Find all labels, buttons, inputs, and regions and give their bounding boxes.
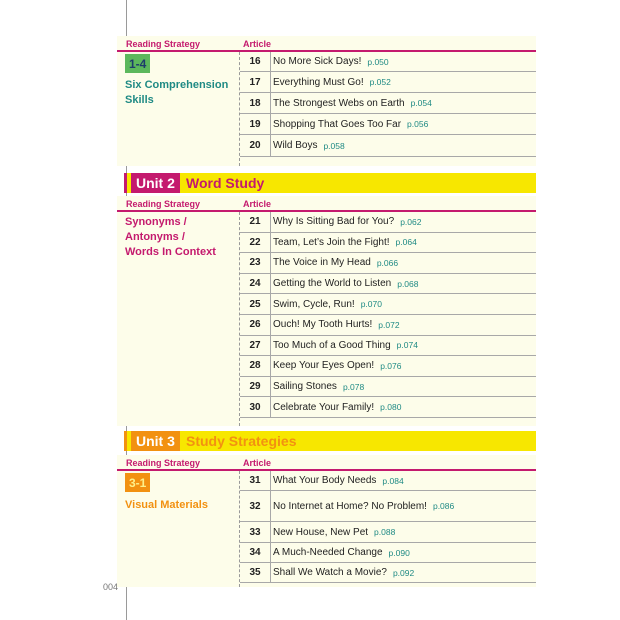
article-page-ref: p.078 [342, 381, 365, 392]
strategy-line: Six Comprehension [125, 79, 229, 91]
article-page-ref: p.062 [400, 216, 422, 227]
reading-strategy-header: Reading Strategy [126, 458, 201, 468]
unit-label: Unit 2 [131, 173, 180, 193]
article-number: 35 [240, 563, 271, 582]
article-row [240, 377, 536, 398]
article-title-text: Keep Your Eyes Open! [273, 360, 375, 372]
article-number: 30 [240, 397, 271, 417]
article-page-ref: p.064 [395, 237, 417, 248]
article-title-text: Swim, Cycle, Run! [273, 298, 355, 310]
article-page-ref: p.068 [397, 278, 419, 289]
unit-title: Word Study [186, 175, 265, 191]
article-title [273, 491, 454, 521]
section-six-comprehension [117, 36, 536, 166]
section-header [117, 196, 536, 212]
article-title [273, 315, 400, 335]
reading-strategy-header: Reading Strategy [126, 199, 201, 209]
strategy-line: Antonyms / [125, 231, 185, 243]
article-row [240, 52, 536, 72]
article-title [273, 274, 419, 294]
article-page-ref: p.088 [374, 527, 396, 537]
article-row [240, 135, 536, 157]
article-page-ref: p.050 [367, 56, 389, 67]
article-title [273, 294, 382, 314]
article-row [240, 253, 536, 274]
article-title [273, 563, 414, 582]
article-number: 27 [240, 336, 271, 356]
strategy-name [125, 498, 208, 513]
strategy-badge: 3-1 [125, 473, 150, 492]
article-title [273, 543, 410, 562]
article-title [273, 135, 345, 156]
section-header [117, 36, 536, 52]
article-number: 22 [240, 233, 271, 253]
article-row [240, 315, 536, 336]
unit-2-bar [124, 173, 536, 193]
article-row [240, 336, 536, 357]
reading-strategy-header: Reading Strategy [126, 39, 201, 49]
article-title-text: Ouch! My Tooth Hurts! [273, 319, 373, 331]
article-page-ref: p.054 [410, 98, 432, 108]
unit-label: Unit 3 [131, 431, 180, 451]
article-title [273, 93, 432, 113]
article-page-ref: p.092 [392, 567, 415, 578]
article-title-text: A Much-Needed Change [273, 547, 383, 558]
article-number: 26 [240, 315, 271, 335]
article-title-text: Shopping That Goes Too Far [273, 118, 402, 130]
article-title-text: Wild Boys [273, 140, 318, 151]
section-body [117, 212, 536, 426]
article-title-text: No Internet at Home? No Problem! [273, 500, 427, 512]
article-page-ref: p.076 [380, 360, 402, 371]
article-title-text: The Voice in My Head [273, 257, 371, 269]
article-title [273, 212, 421, 232]
article-number: 21 [240, 212, 271, 232]
unit-bar-accent [124, 173, 127, 193]
article-title-text: Sailing Stones [273, 381, 337, 393]
article-title-text: The Strongest Webs on Earth [273, 97, 405, 109]
article-title [273, 356, 401, 376]
article-title-text: Team, Let’s Join the Fight! [273, 236, 390, 248]
article-number: 25 [240, 294, 271, 314]
article-number: 29 [240, 377, 271, 397]
article-title [273, 52, 389, 71]
article-number: 28 [240, 356, 271, 376]
article-number: 19 [240, 114, 271, 134]
article-row [240, 543, 536, 563]
strategy-line: Words In Context [125, 246, 216, 258]
article-title [273, 522, 395, 542]
article-title [273, 336, 418, 356]
unit-3-bar [124, 431, 536, 451]
article-page-ref: p.084 [382, 475, 404, 486]
section-body [117, 471, 536, 587]
article-row [240, 274, 536, 295]
section-study-strategies [117, 455, 536, 587]
strategy-line: Visual Materials [125, 499, 208, 511]
article-title [273, 114, 428, 134]
article-title-text: Why Is Sitting Bad for You? [273, 216, 395, 228]
section-body [117, 52, 536, 166]
article-number: 34 [240, 543, 271, 562]
article-title-text: Getting the World to Listen [273, 278, 392, 290]
article-title [273, 397, 401, 417]
article-title-text: New House, New Pet [273, 526, 369, 538]
article-number: 33 [240, 522, 271, 542]
article-page-ref: p.072 [378, 319, 400, 330]
unit-title: Study Strategies [186, 433, 297, 449]
article-title [273, 471, 404, 490]
article-number: 24 [240, 274, 271, 294]
article-header: Article [243, 199, 272, 209]
article-number: 32 [240, 491, 271, 521]
strategy-badge: 1-4 [125, 54, 150, 73]
article-header: Article [243, 458, 272, 468]
article-header: Article [243, 39, 272, 49]
article-number: 31 [240, 471, 271, 490]
article-title-text: No More Sick Days! [273, 56, 362, 67]
article-row [240, 563, 536, 583]
article-page-ref: p.066 [376, 257, 399, 268]
article-row [240, 491, 536, 522]
article-row [240, 212, 536, 233]
article-list [240, 212, 536, 418]
article-page-ref: p.052 [369, 77, 391, 87]
article-number: 20 [240, 135, 271, 156]
article-page-ref: p.080 [380, 402, 402, 413]
article-page-ref: p.058 [323, 140, 345, 151]
article-title-text: Too Much of a Good Thing [273, 339, 391, 351]
article-list [240, 52, 536, 157]
article-row [240, 397, 536, 418]
strategy-name [125, 78, 228, 108]
article-title [273, 72, 391, 92]
article-page-ref: p.056 [407, 119, 429, 129]
article-row [240, 471, 536, 491]
article-row [240, 294, 536, 315]
article-title-text: What Your Body Needs [273, 475, 377, 486]
article-row [240, 356, 536, 377]
article-page-ref: p.090 [388, 547, 410, 558]
article-row [240, 93, 536, 114]
section-header [117, 455, 536, 471]
article-title [273, 233, 417, 253]
article-row [240, 72, 536, 93]
article-title-text: Shall We Watch a Movie? [273, 567, 387, 578]
strategy-line: Synonyms / [125, 216, 187, 228]
strategy-line: Skills [125, 94, 154, 106]
section-word-study [117, 196, 536, 426]
article-number: 17 [240, 72, 271, 92]
article-number: 18 [240, 93, 271, 113]
article-title [273, 253, 398, 273]
article-page-ref: p.070 [360, 299, 382, 310]
article-number: 23 [240, 253, 271, 273]
article-page-ref: p.086 [432, 501, 455, 511]
article-number: 16 [240, 52, 271, 71]
strategy-name [125, 215, 216, 260]
article-row [240, 233, 536, 254]
page-number: 004 [103, 582, 119, 592]
article-row [240, 522, 536, 543]
article-row [240, 114, 536, 135]
article-list [240, 471, 536, 583]
article-title-text: Everything Must Go! [273, 76, 364, 88]
article-page-ref: p.074 [396, 340, 418, 351]
unit-bar-accent [124, 431, 127, 451]
article-title [273, 377, 364, 397]
article-title-text: Celebrate Your Family! [273, 401, 375, 413]
